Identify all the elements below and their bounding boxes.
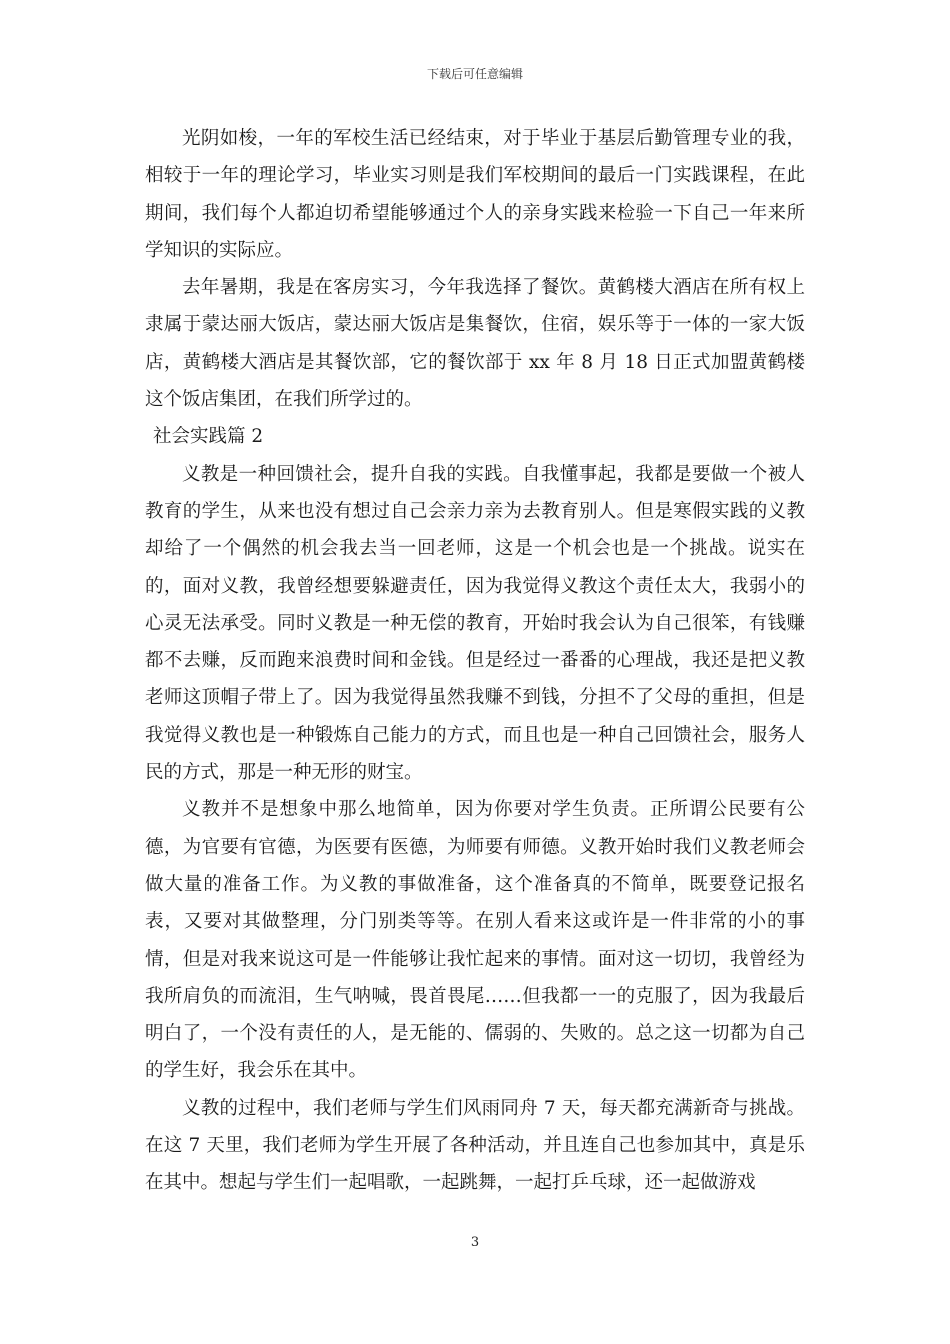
document-body	[145, 120, 805, 1202]
page-number: 3	[470, 1235, 480, 1250]
page-header: 下载后可任意编辑	[426, 67, 523, 81]
paragraph-2: 去年暑期，我是在客房实习，今年我选择了餐饮。黄鹤楼大酒店在所有权上隶属于蒙达丽大饭店，蒙达丽大饭店是集餐饮，住宿，娱乐等于一体的一家大饭店，黄鹤楼大酒店是其餐饮部，它的餐饮部于 xx 年 8 月 18 日正式加盟黄鹤楼这个饭店集团，在我们所学过的。	[145, 277, 805, 411]
paragraph-3: 义教是一种回馈社会，提升自我的实践。自我懂事起，我都是要做一个被人教育的学生，从来也没有想过自己会亲力亲为去教育别人。但是寒假实践的义教却给了一个偶然的机会我去当一回老师，这是一个机会也是一个挑战。说实在的，面对义教，我曾经想要躲避责任，因为我觉得义教这个责任太大，我弱小的心灵无法承受。同时义教是一种无偿的教育，开始时我会认为自己很笨，有钱赚都不去赚，反而跑来浪费时间和金钱。但是经过一番番的心理战，我还是把义教老师这顶帽子带上了。因为我觉得虽然我赚不到钱，分担不了父母的重担，但是我觉得义教也是一种锻炼自己能力的方式，而且也是一种自己回馈社会，服务人民的方式，那是一种无形的财宝。	[145, 463, 805, 784]
section-heading: 社会实践篇 2	[153, 426, 264, 448]
paragraph-1: 光阴如梭，一年的军校生活已经结束，对于毕业于基层后勤管理专业的我，相较于一年的理论学习，毕业实习则是我们军校期间的最后一门实践课程，在此期间，我们每个人都迫切希望能够通过个人的亲身实践来检验一下自己一年来所学知识的实际应。	[145, 128, 805, 261]
paragraph-5: 义教的过程中，我们老师与学生们风雨同舟 7 天，每天都充满新奇与挑战。在这 7 天里，我们老师为学生开展了各种活动，并且连自己也参加其中，真是乐在其中。想起与学生们一起唱歌，一起跳舞，一起打乒乓球，还一起做游戏	[145, 1097, 805, 1194]
paragraph-4: 义教并不是想象中那么地简单，因为你要对学生负责。正所谓公民要有公德，为官要有官德，为医要有医德，为师要有师德。义教开始时我们义教老师会做大量的准备工作。为义教的事做准备，这个准备真的不简单，既要登记报名表，又要对其做整理，分门别类等等。在别人看来这或许是一件非常的小的事情，但是对我来说这可是一件能够让我忙起来的事情。面对这一切切，我曾经为我所肩负的而流泪，生气呐喊，畏首畏尾……但我都一一的克服了，因为我最后明白了，一个没有责任的人，是无能的、儒弱的、失败的。总之这一切都为自己的学生好，我会乐在其中。	[145, 799, 805, 1082]
